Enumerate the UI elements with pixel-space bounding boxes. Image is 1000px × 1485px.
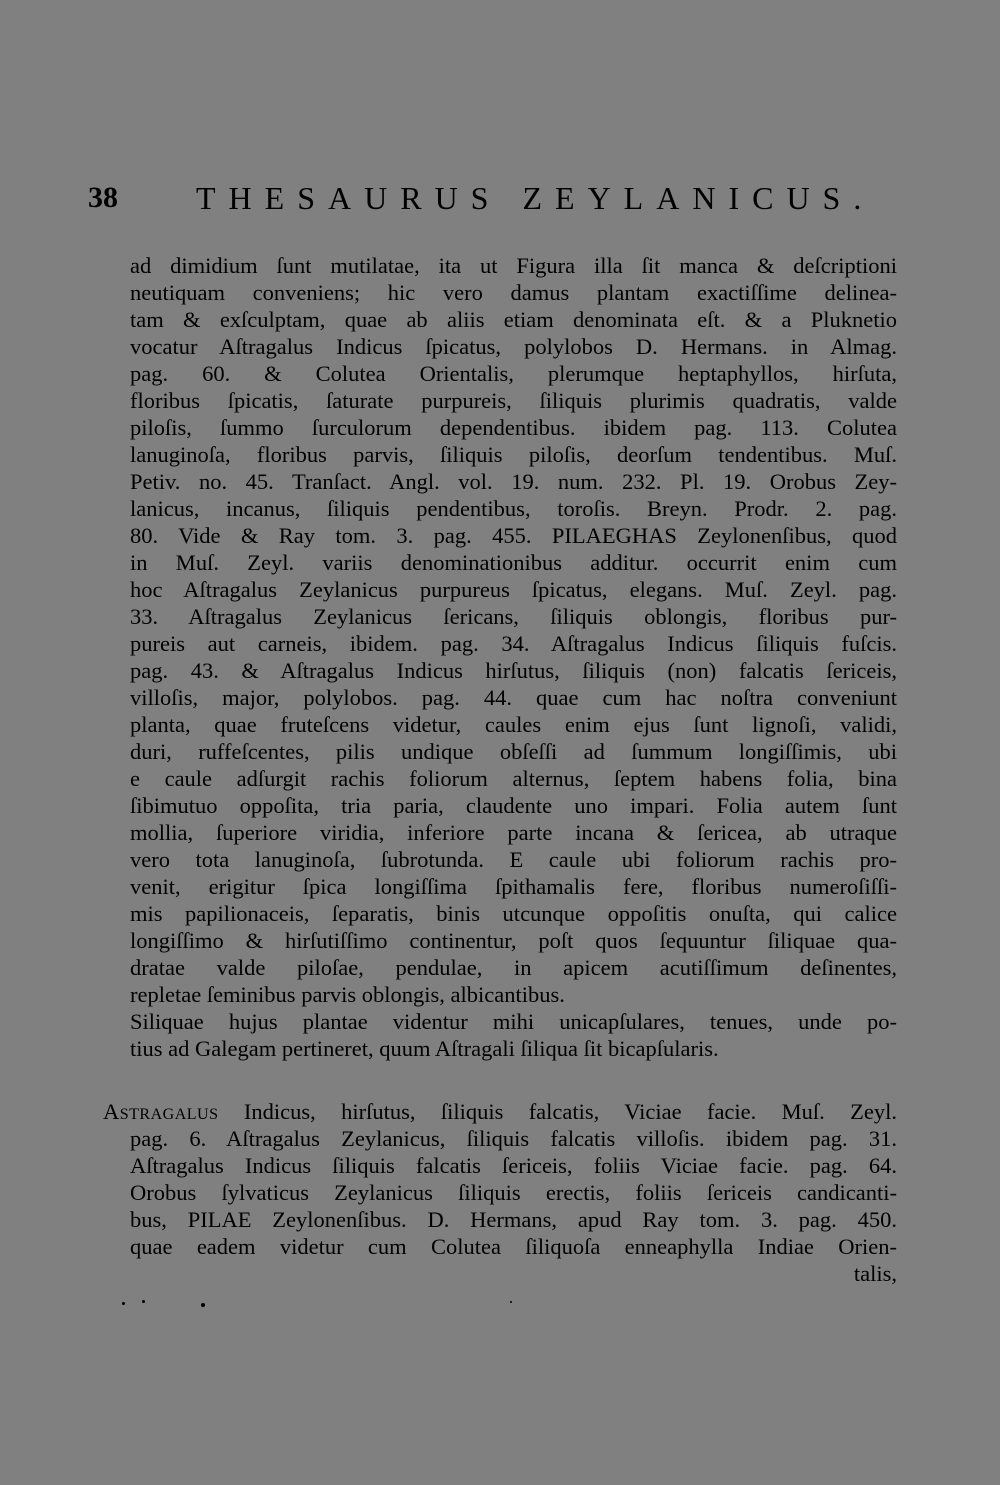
text-line: mollia, ſuperiore viridia, inferiore parte incana & ſericea, ab utraque (130, 820, 897, 845)
text-line: longiſſimo & hirſutiſſimo continentur, poſt quos ſequuntur ſiliquae qua- (130, 928, 897, 953)
text-line: Orobus ſylvaticus Zeylanicus ſiliquis erectis, foliis ſericeis candicanti- (130, 1180, 897, 1205)
paragraph-gap (130, 1062, 897, 1098)
text-line: Indicus, hirſutus, ſiliquis falcatis, Viciae facie. Muſ. Zeyl. (218, 1099, 897, 1124)
text-line: lanuginoſa, floribus parvis, ſiliquis piloſis, deorſum tendentibus. Muſ. (130, 442, 897, 467)
text-line: ad dimidium ſunt mutilatae, ita ut Figura illa ſit manca & deſcriptioni (130, 253, 897, 278)
text-line: neutiquam conveniens; hic vero damus plantam exactiſſime delinea- (130, 280, 897, 305)
text-line: pag. 6. Aſtragalus Zeylanicus, ſiliquis falcatis villoſis. ibidem pag. 31. (130, 1126, 897, 1151)
text-line: 80. Vide & Ray tom. 3. pag. 455. PILAEGHAS Zeylonenſibus, quod (130, 523, 897, 548)
text-line: pag. 43. & Aſtragalus Indicus hirſutus, ſiliquis (non) falcatis ſericeis, (130, 658, 897, 683)
text-line: Siliquae hujus plantae videntur mihi unicapſulares, tenues, unde po- (130, 1009, 897, 1034)
catchword: talis, (853, 1261, 897, 1286)
paragraph-description (130, 252, 897, 1008)
running-title: THESAURUS ZEYLANICUS. (196, 180, 875, 216)
paragraph-note (130, 1008, 897, 1062)
text-line: dratae valde piloſae, pendulae, in apicem acutiſſimum deſinentes, (130, 955, 897, 980)
speck (122, 1302, 125, 1305)
text-line: in Muſ. Zeyl. variis denominationibus additur. occurrit enim cum (130, 550, 897, 575)
text-line: ſibimutuo oppoſita, tria paria, claudente uno impari. Folia autem ſunt (130, 793, 897, 818)
text-line: piloſis, ſummo ſurculorum dependentibus. ibidem pag. 113. Colutea (130, 415, 897, 440)
text-line: lanicus, incanus, ſiliquis pendentibus, toroſis. Breyn. Prodr. 2. pag. (130, 496, 897, 521)
text-line: hoc Aſtragalus Zeylanicus purpureus ſpicatus, elegans. Muſ. Zeyl. pag. (130, 577, 897, 602)
text-line: Petiv. no. 45. Tranſact. Angl. vol. 19. num. 232. Pl. 19. Orobus Zey- (130, 469, 897, 494)
text-line: tam & exſculptam, quae ab aliis etiam denominata eſt. & a Pluknetio (130, 307, 897, 332)
text-line: mis papilionaceis, ſeparatis, binis utcunque oppoſitis onuſta, qui calice (130, 901, 897, 926)
text-line: vocatur Aſtragalus Indicus ſpicatus, polylobos D. Hermans. in Almag. (130, 334, 897, 359)
page-number: 38 (88, 181, 118, 214)
text-line: tius ad Galegam pertineret, quum Aſtragali ſiliqua ſit bicapſularis. (130, 1036, 719, 1061)
text-line: Aſtragalus Indicus ſiliquis falcatis ſericeis, foliis Viciae facie. pag. 64. (130, 1153, 897, 1178)
text-line: duri, ruffeſcentes, pilis undique obſeſſi ad ſummum longiſſimis, ubi (130, 739, 897, 764)
paragraph-entry-astragalus (103, 1098, 897, 1287)
text-line: e caule adſurgit rachis foliorum alternus, ſeptem habens folia, bina (130, 766, 897, 791)
entry-heading: Astragalus (103, 1099, 219, 1124)
entry-first-line (103, 1098, 897, 1125)
text-line: pureis aut carneis, ibidem. pag. 34. Aſtragalus Indicus ſiliquis fuſcis. (130, 631, 897, 656)
text-line: bus, PILAE Zeylonenſibus. D. Hermans, apud Ray tom. 3. pag. 450. (130, 1207, 897, 1232)
speck (201, 1303, 205, 1307)
text-line: 33. Aſtragalus Zeylanicus ſericans, ſiliquis oblongis, floribus pur- (130, 604, 897, 629)
speck (142, 1300, 145, 1303)
text-line: venit, erigitur ſpica longiſſima ſpithamalis fere, floribus numeroſiſſi- (130, 874, 897, 899)
text-line: repletae ſeminibus parvis oblongis, albicantibus. (130, 982, 565, 1007)
text-line: planta, quae fruteſcens videtur, caules enim ejus ſunt lignoſi, validi, (130, 712, 897, 737)
text-line: quae eadem videtur cum Colutea ſiliquoſa enneaphylla Indiae Orien- (130, 1234, 897, 1259)
text-line: vero tota lanuginoſa, ſubrotunda. E caule ubi foliorum rachis pro- (130, 847, 897, 872)
text-line: pag. 60. & Colutea Orientalis, plerumque heptaphyllos, hirſuta, (130, 361, 897, 386)
print-specks (120, 1300, 520, 1314)
speck (510, 1301, 512, 1303)
body-text (103, 252, 897, 1287)
text-line: floribus ſpicatis, ſaturate purpureis, ſiliquis plurimis quadratis, valde (130, 388, 897, 413)
page-header (88, 178, 918, 218)
text-line: villoſis, major, polylobos. pag. 44. quae cum hac noſtra conveniunt (130, 685, 897, 710)
